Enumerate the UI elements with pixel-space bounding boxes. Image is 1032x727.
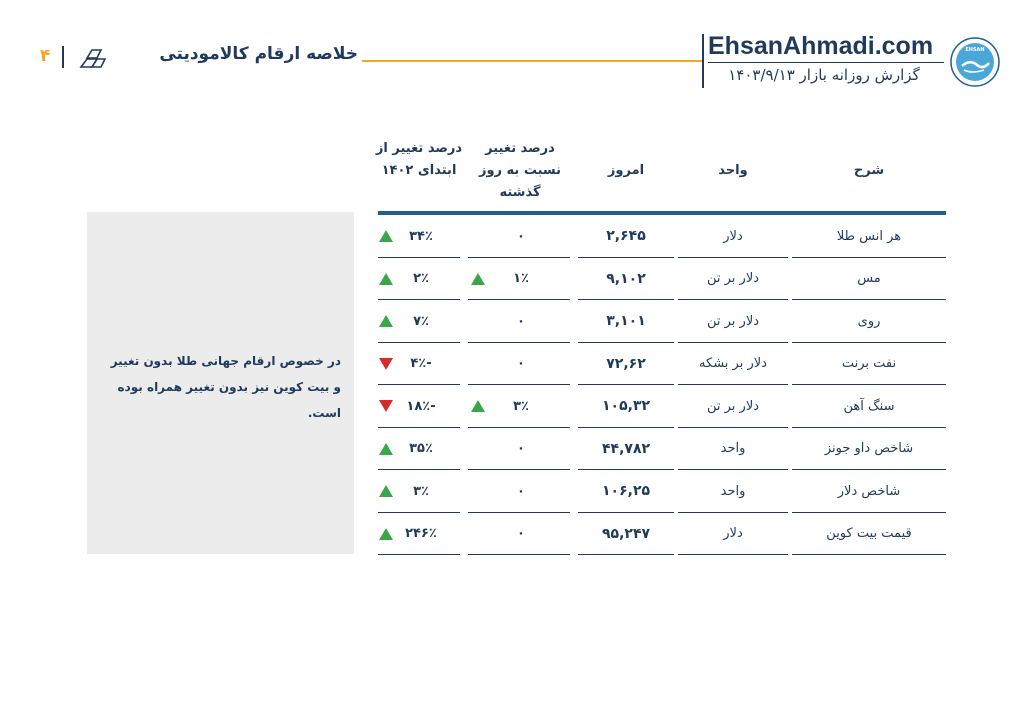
up-arrow-icon <box>471 273 485 285</box>
brand-logo <box>950 37 1000 87</box>
row-day-change <box>468 300 574 342</box>
row-unit <box>678 428 788 470</box>
row-unit-value: دلار <box>723 228 743 244</box>
row-description-value: نفت برنت <box>841 356 897 371</box>
up-arrow-icon <box>471 400 485 412</box>
row-divider <box>678 554 788 555</box>
logo-text: EHSAN <box>965 47 985 53</box>
row-description <box>792 470 946 512</box>
row-today-value-value: ۳,۱۰۱ <box>606 313 646 329</box>
row-day-change <box>468 343 574 385</box>
row-description-value: شاخص داو جونز <box>824 441 914 456</box>
row-ytd-change-value: ۷٪ <box>413 313 429 329</box>
row-description <box>792 300 946 342</box>
row-ytd-change-value: ۳۵٪ <box>409 441 433 456</box>
row-unit <box>678 513 788 555</box>
page-number: ۴ <box>40 46 51 66</box>
row-unit-value: دلار <box>723 526 743 541</box>
row-ytd-change-value: ۳۴٪ <box>409 228 433 244</box>
up-arrow-icon <box>379 315 393 327</box>
row-unit <box>678 470 788 512</box>
row-description-value: قیمت بیت کوین <box>826 526 912 541</box>
row-unit-value: واحد <box>720 483 746 499</box>
row-divider <box>378 554 460 555</box>
brand-underline <box>708 62 944 63</box>
up-arrow-icon <box>379 485 393 497</box>
row-today-value <box>578 343 674 385</box>
row-description-value: روی <box>857 313 881 329</box>
row-today-value <box>578 215 674 257</box>
row-day-change-value: ۰ <box>517 441 525 456</box>
column-header-description: شرح <box>853 163 885 178</box>
row-description-value: هر انس طلا <box>836 228 902 244</box>
row-ytd-change-value: ۳٪ <box>413 483 429 499</box>
row-divider <box>468 554 570 555</box>
row-today-value <box>578 300 674 342</box>
column-header-day-change: درصد تغییر نسبت به روز گذشته <box>478 141 562 200</box>
row-ytd-change-value: -۴٪ <box>410 356 432 371</box>
page-number-divider <box>62 46 64 68</box>
row-day-change <box>468 513 574 555</box>
row-divider <box>578 554 674 555</box>
row-day-change-value: ۰ <box>517 483 525 499</box>
row-today-value-value: ۱۰۶,۲۵ <box>601 483 651 499</box>
row-description-value: شاخص دلار <box>837 483 901 499</box>
row-today-value-value: ۷۲,۶۲ <box>606 355 646 372</box>
row-unit <box>678 385 788 427</box>
header-accent-line <box>362 60 702 62</box>
row-today-value-value: ۹,۱۰۲ <box>606 270 646 287</box>
row-ytd-change-value: -۱۸٪ <box>406 398 436 414</box>
row-unit <box>678 258 788 300</box>
row-day-change <box>468 215 574 257</box>
row-today-value <box>578 428 674 470</box>
down-arrow-icon <box>379 358 393 370</box>
row-today-value-value: ۴۴,۷۸۲ <box>601 440 651 457</box>
row-unit <box>678 300 788 342</box>
row-today-value-value: ۲,۶۴۵ <box>606 228 646 244</box>
row-description-value: سنگ آهن <box>843 398 895 414</box>
up-arrow-icon <box>379 273 393 285</box>
row-divider <box>792 554 946 555</box>
row-day-change-value: ۱٪ <box>513 271 529 286</box>
section-title: خلاصه ارقام کالا‌مودیتی <box>159 44 358 64</box>
down-arrow-icon <box>379 400 393 412</box>
up-arrow-icon <box>379 230 393 242</box>
row-day-change-value: ۰ <box>517 313 525 329</box>
row-unit-value: دلار بر تن <box>706 271 760 286</box>
row-ytd-change-value: ۲۴۶٪ <box>405 526 437 541</box>
row-today-value <box>578 258 674 300</box>
row-today-value-value: ۱۰۵,۳۲ <box>601 398 651 414</box>
row-description <box>792 343 946 385</box>
gold-bars-icon <box>78 43 108 71</box>
row-description <box>792 513 946 555</box>
row-today-value <box>578 470 674 512</box>
note-box <box>87 212 354 554</box>
note-text: در خصوص ارقام جهانی طلا بدون تغییر و بیت کوین نیز بدون تغییر همراه بوده است. <box>110 354 341 420</box>
row-unit-value: دلار بر بشکه <box>699 356 767 371</box>
row-unit-value: دلار بر تن <box>706 313 760 329</box>
row-today-value-value: ۹۵,۲۴۷ <box>601 525 651 542</box>
brand-divider <box>702 34 704 88</box>
row-unit-value: واحد <box>720 441 746 456</box>
row-today-value <box>578 385 674 427</box>
up-arrow-icon <box>379 443 393 455</box>
row-description <box>792 428 946 470</box>
row-ytd-change-value: ۲٪ <box>413 271 429 286</box>
row-description-value: مس <box>857 271 881 286</box>
row-description <box>792 385 946 427</box>
up-arrow-icon <box>379 528 393 540</box>
row-description <box>792 258 946 300</box>
brand-name: EhsanAhmadi.com <box>708 32 934 60</box>
row-day-change-value: ۰ <box>517 356 525 371</box>
row-unit-value: دلار بر تن <box>706 398 760 414</box>
row-unit <box>678 343 788 385</box>
column-header-today: امروز <box>607 163 645 178</box>
row-unit <box>678 215 788 257</box>
row-today-value <box>578 513 674 555</box>
row-day-change-value: ۳٪ <box>513 398 529 414</box>
report-date: گزارش روزانه بازار ۱۴۰۳/۹/۱۳ <box>728 66 920 84</box>
row-description <box>792 215 946 257</box>
column-header-unit: واحد <box>718 163 748 178</box>
row-day-change <box>468 470 574 512</box>
row-day-change <box>468 428 574 470</box>
row-day-change-value: ۰ <box>517 228 525 244</box>
row-day-change-value: ۰ <box>517 526 525 541</box>
column-header-ytd-change: درصد تغییر از ابتدای ۱۴۰۲ <box>375 141 463 178</box>
